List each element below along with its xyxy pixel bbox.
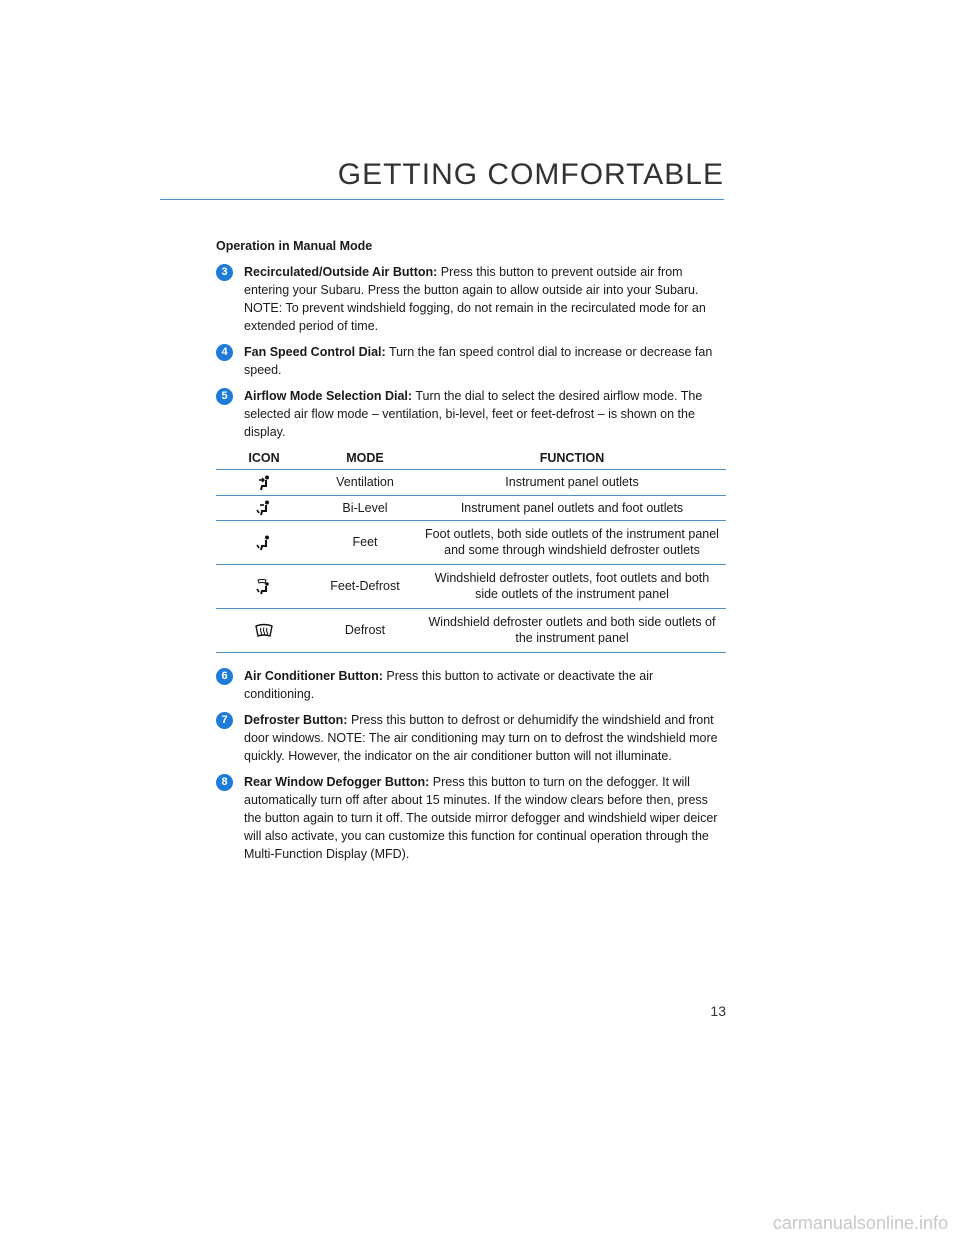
- header-rule: [160, 199, 724, 200]
- header-mode: MODE: [312, 449, 418, 470]
- ventilation-icon: [256, 475, 272, 491]
- feet-icon: [256, 535, 272, 551]
- table-row: [216, 495, 726, 521]
- section-heading: Operation in Manual Mode: [216, 239, 373, 253]
- page-number: 13: [710, 1003, 726, 1019]
- icon-cell: [216, 565, 312, 609]
- page-content: [216, 237, 726, 871]
- mode-cell: Bi-Level: [312, 495, 418, 521]
- bi-level-icon: [256, 500, 272, 516]
- item-text: Press this button to activate or deactivate the air conditioning.: [244, 669, 654, 702]
- item-defroster: [216, 711, 726, 765]
- item-text: Turn the fan speed control dial to increase or decrease fan speed.: [244, 345, 713, 377]
- item-number-badge: 7: [216, 712, 233, 729]
- item-text: Turn the dial to select the desired airflow mode. The selected air flow mode – ventilation, bi-level, feet or feet-defrost – is shown on the display.: [244, 389, 703, 439]
- item-rear-defogger: [216, 773, 726, 863]
- item-term: Airflow Mode Selection Dial:: [244, 389, 413, 403]
- function-cell: Instrument panel outlets and foot outlets: [418, 495, 726, 521]
- function-cell: Foot outlets, both side outlets of the instrument panel and some through windshield defroster outlets: [418, 521, 726, 565]
- table-row: [216, 470, 726, 496]
- item-term: Recirculated/Outside Air Button:: [244, 265, 438, 279]
- airflow-mode-table: [216, 449, 726, 653]
- function-cell: Windshield defroster outlets and both side outlets of the instrument panel: [418, 609, 726, 653]
- item-text: Press this button to defrost or dehumidify the windshield and front door windows. NOTE: The air conditioning may turn on to defrost the windshield more quickly. However, the indicator on the air conditioner button will not illuminate.: [244, 713, 718, 764]
- icon-cell: [216, 609, 312, 653]
- item-number-badge: 6: [216, 668, 233, 685]
- header-function: FUNCTION: [418, 449, 726, 470]
- icon-cell: [216, 521, 312, 565]
- mode-cell: Defrost: [312, 609, 418, 653]
- function-cell: Windshield defroster outlets, foot outlets and both side outlets of the instrument panel: [418, 565, 726, 609]
- item-number-badge: 4: [216, 344, 233, 361]
- item-text: Press this button to prevent outside air from entering your Subaru. Press the button again to allow outside air into your Subaru. NOTE: To prevent windshield fogging, do not remain in the recirculated mode for an extended period of time.: [244, 265, 706, 333]
- mode-cell: Feet-Defrost: [312, 565, 418, 609]
- page-header-title: GETTING COMFORTABLE: [337, 158, 724, 191]
- item-term: Rear Window Defogger Button:: [244, 775, 430, 790]
- icon-cell: [216, 495, 312, 521]
- watermark: carmanualsonline.info: [772, 1213, 948, 1233]
- item-term: Air Conditioner Button:: [244, 669, 383, 684]
- defrost-icon: [255, 623, 273, 639]
- item-fan-speed: [216, 343, 726, 379]
- feet-defrost-icon: [256, 579, 272, 595]
- mode-cell: Feet: [312, 521, 418, 565]
- item-number-badge: 8: [216, 774, 233, 791]
- table-row: [216, 565, 726, 609]
- item-number-badge: 5: [216, 388, 233, 405]
- item-air-conditioner: [216, 667, 726, 703]
- mode-cell: Ventilation: [312, 470, 418, 496]
- table-row: [216, 521, 726, 565]
- item-text: Press this button to turn on the defogger. It will automatically turn off after about 15 minutes. If the window clears before then, press the button again to turn it off. The outside mirror defogger and windshield wiper deicer will also activate, you can customize this function for continual operation through the Multi-Function Display (MFD).: [244, 775, 718, 862]
- item-recirculated-air: [216, 263, 726, 335]
- item-number-badge: 3: [216, 264, 233, 281]
- item-term: Fan Speed Control Dial:: [244, 345, 386, 359]
- table-header-row: [216, 449, 726, 470]
- function-cell: Instrument panel outlets: [418, 470, 726, 496]
- item-airflow-mode: [216, 387, 726, 441]
- item-term: Defroster Button:: [244, 713, 348, 728]
- icon-cell: [216, 470, 312, 496]
- header-icon: ICON: [216, 449, 312, 470]
- table-row: [216, 609, 726, 653]
